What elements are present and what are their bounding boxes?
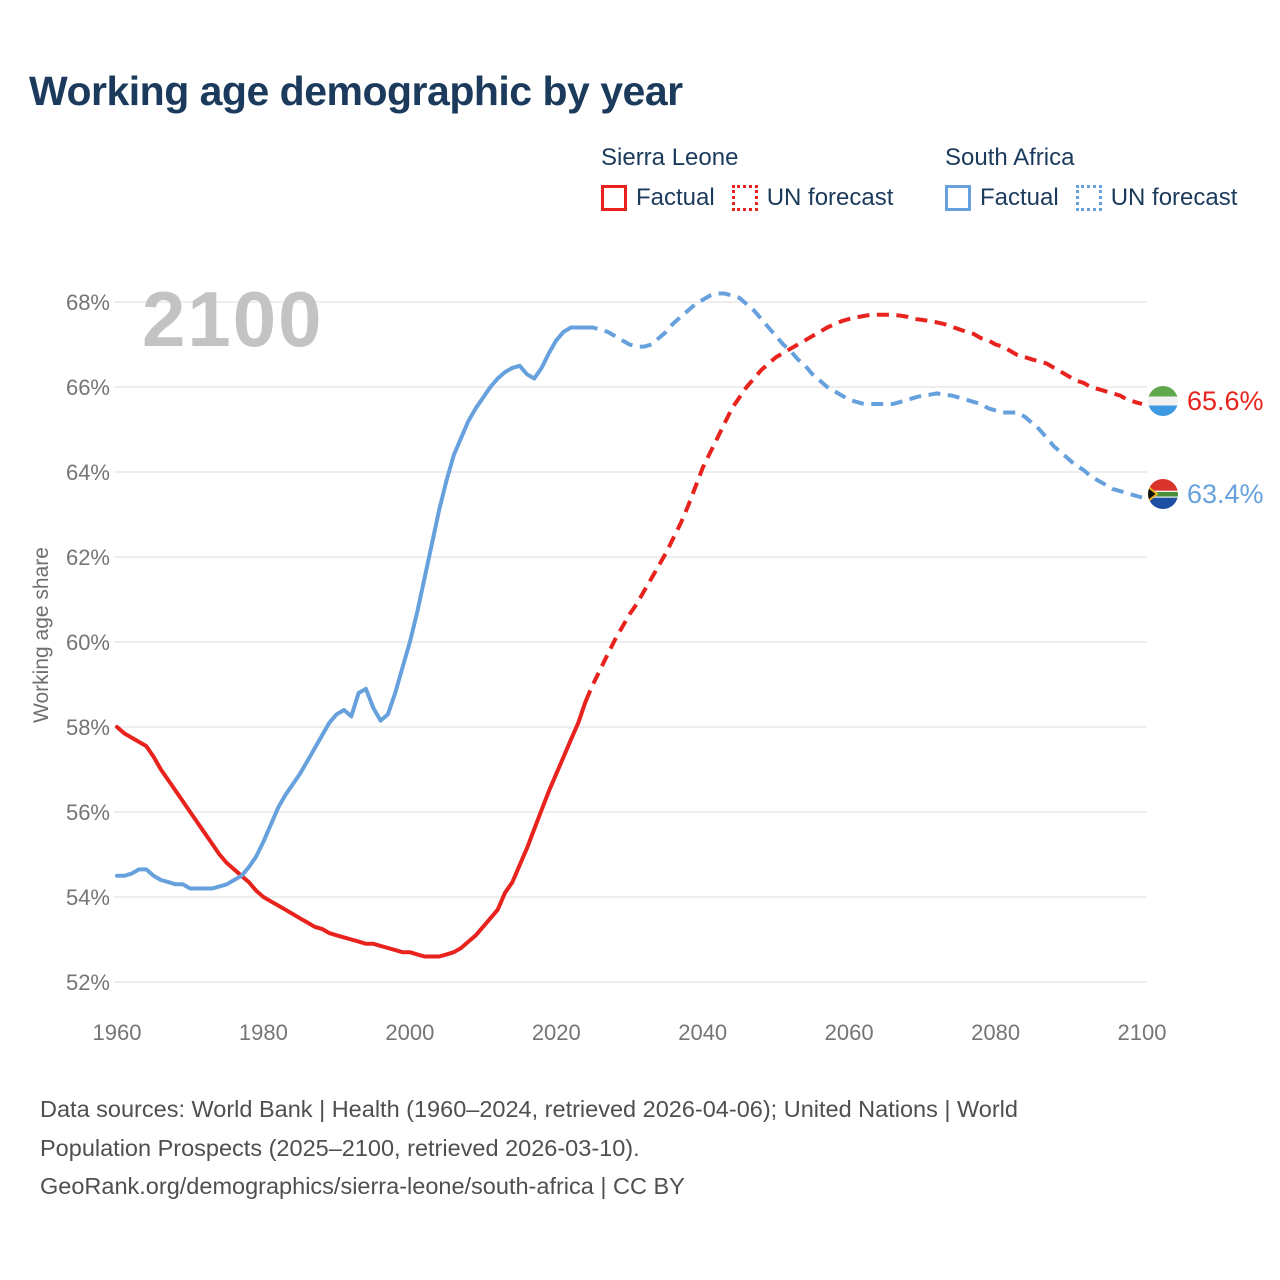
legend-country-label-south-africa: South Africa	[945, 144, 1075, 171]
x-tick-label: 1980	[238, 1020, 288, 1045]
legend-country-label-sierra-leone: Sierra Leone	[601, 144, 739, 171]
y-tick-label: 52%	[65, 970, 110, 995]
y-axis-title: Working age share	[30, 547, 53, 723]
chart-plot-area[interactable]	[115, 290, 1147, 990]
x-tick-label: 1960	[92, 1020, 142, 1045]
legend-item-label: Factual	[980, 184, 1059, 211]
x-tick-label: 2020	[531, 1020, 581, 1045]
footer	[40, 1090, 1160, 1206]
page-title: Working age demographic by year	[29, 68, 683, 114]
y-tick-label: 62%	[65, 545, 110, 570]
footer-data-sources-line2: Population Prospects (2025–2100, retrieved 2026-03-10).	[40, 1134, 640, 1161]
legend-item-label: UN forecast	[1110, 184, 1238, 211]
series-end-label-sierra-leone	[1148, 386, 1264, 416]
x-tick-label: 2060	[824, 1020, 874, 1045]
y-tick-label: 68%	[65, 290, 110, 315]
end-value-sierra-leone: 65.6%	[1187, 385, 1264, 416]
y-tick-label: 64%	[65, 460, 110, 485]
x-tick-label: 2100	[1117, 1020, 1167, 1045]
footer-data-sources-line1: Data sources: World Bank | Health (1960–2024, retrieved 2026-04-06); United Nations | World	[40, 1096, 1018, 1122]
footer-attribution: GeoRank.org/demographics/sierra-leone/south-africa | CC BY	[40, 1173, 685, 1199]
legend-item-label: Factual	[636, 184, 715, 211]
series-end-label-south-africa	[1148, 479, 1264, 509]
y-tick-label: 66%	[65, 375, 110, 400]
x-tick-label: 2000	[385, 1020, 435, 1045]
sierra-leone-flag-icon	[1148, 386, 1178, 416]
legend-item-label: UN forecast	[766, 184, 894, 211]
y-tick-label: 60%	[65, 630, 110, 655]
x-tick-label: 2080	[971, 1020, 1021, 1045]
x-tick-label: 2040	[678, 1020, 728, 1045]
end-value-south-africa: 63.4%	[1187, 478, 1264, 509]
y-tick-label: 58%	[65, 715, 110, 740]
y-tick-label: 56%	[65, 800, 110, 825]
south-africa-flag-icon	[1148, 479, 1178, 509]
y-tick-label: 54%	[65, 885, 110, 910]
